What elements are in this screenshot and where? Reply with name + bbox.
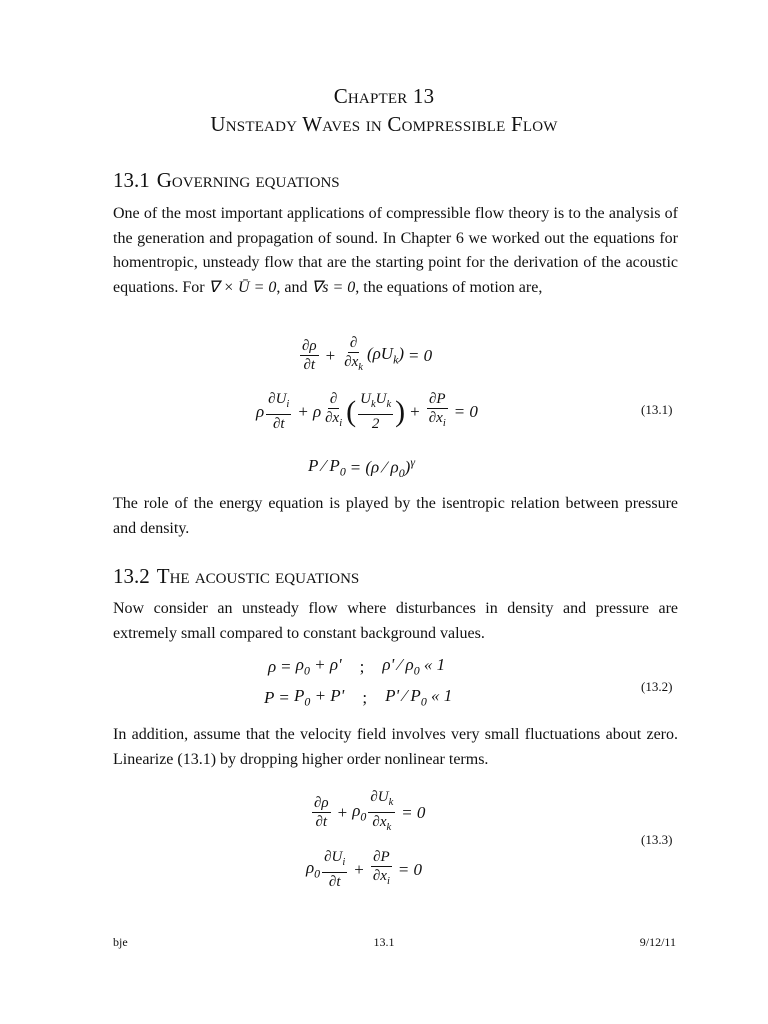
pressure-perturbation: P = $P_0 + P'$ ; P' ⁄ $P_0$ « 1 <box>264 686 453 709</box>
equation-number-13-3: (13.3) <box>641 832 673 847</box>
footer-author: bje <box>113 935 128 949</box>
section-number: 13.1 <box>113 168 150 192</box>
section-title: Governing equations <box>156 168 340 192</box>
intro-end-text: , the equations of motion are, <box>355 278 543 296</box>
irrotational-condition: ∇ × Ū = 0 <box>208 278 277 296</box>
equation-number-13-1: (13.1) <box>641 402 673 417</box>
energy-paragraph: The role of the energy equation is played by the isentropic relation between pressure and density. <box>113 495 678 537</box>
momentum-equation: ρ $\frac{\partial U_i}{\partial t}$ + ρ $\frac{\partial}{\partial x_i}$ ( $\frac{U_kU_k}{2}$ ) + $\frac{\partial P}{\partial x_i}$ = 0 <box>256 391 478 432</box>
chapter-title: Unsteady Waves in Compressible Flow <box>210 112 558 136</box>
acoustic-paragraph: Now consider an unsteady flow where disturbances in density and pressure are extremely small compared to constant background values. <box>113 600 678 642</box>
footer-date: 9/12/11 <box>639 935 676 949</box>
section-heading-13-2 <box>113 564 359 589</box>
section-number: 13.2 <box>113 564 150 588</box>
intro-paragraph <box>113 202 678 300</box>
continuity-equation: $\frac{\partial\rho}{\partial t}$ + $\frac{\partial}{\partial x_k}$ $(\rho U_k)$ = 0 <box>302 335 433 373</box>
chapter-number: Chapter 13 <box>333 84 435 108</box>
intro-text: One of the most important applications of compressible flow theory is to the analysis of the generation and propagation of sound. In Chapter 6 we worked out the equations for homentropic, unsteady flow that are the starting point for the derivation of the acoustic equations. For <box>113 205 678 296</box>
equation-number-13-2: (13.2) <box>641 679 673 694</box>
density-perturbation: ρ = $\rho_0 + \rho'$ ; ρ' ⁄ $\rho_0$ « 1 <box>268 655 446 678</box>
homentropic-condition: ∇s = 0 <box>311 278 356 296</box>
and-text: , and <box>276 278 308 296</box>
section-heading-13-1 <box>113 168 340 193</box>
isentropic-relation: P ⁄ $P_0$ = (ρ ⁄ $\rho_0)^\gamma$ <box>308 455 415 481</box>
linear-momentum-equation: $\rho_0$ $\frac{\partial U_i}{\partial t}$ + $\frac{\partial P}{\partial x_i}$ = 0 <box>306 849 422 890</box>
section-title: The acoustic equations <box>156 564 360 588</box>
linearize-paragraph: In addition, assume that the velocity field involves very small fluctuations about zero. Linearize (13.1) by dropping higher order nonlinear terms. <box>113 726 678 768</box>
linear-continuity-equation: $\frac{\partial\rho}{\partial t}$ + $\rho_0$ $\frac{\partial U_k}{\partial x_k}$ = 0 <box>314 789 426 833</box>
footer-page-number: 13.1 <box>373 935 395 949</box>
